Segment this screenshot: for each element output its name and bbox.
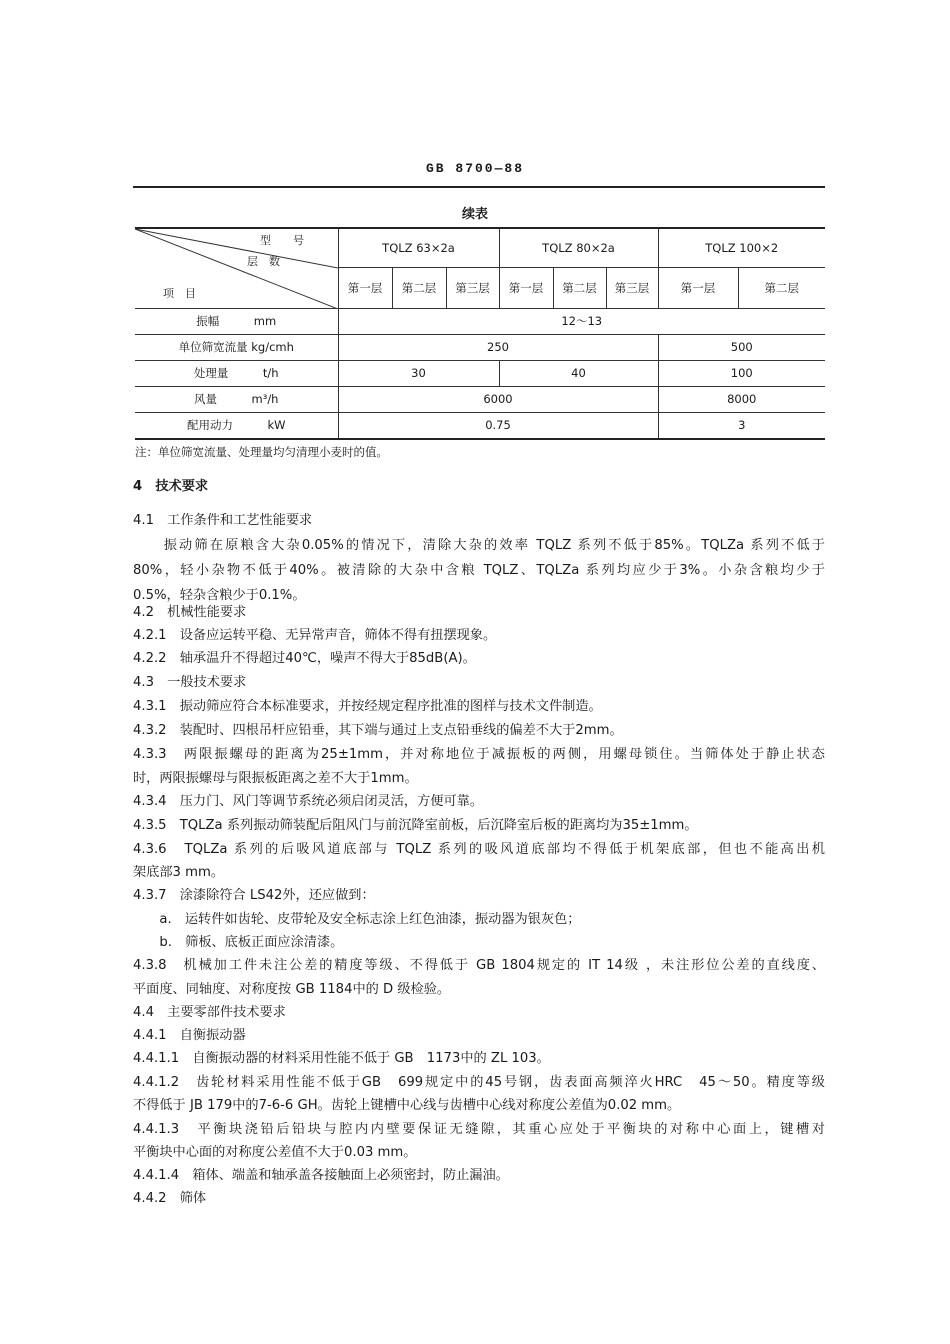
cell-value: 12～13 bbox=[338, 308, 825, 334]
cell-value: 8000 bbox=[658, 386, 825, 412]
body-line: 4.3 一般技术要求 bbox=[133, 675, 247, 690]
body-line: 80%，轻小杂物不低于40%。被清除的大杂中含粮 TQLZ、TQLZa 系列均应少于3%。小杂含粮均少于 bbox=[133, 563, 825, 578]
document-header: GB 8700—88 bbox=[425, 161, 524, 176]
body-line: 4.3.3 两限振螺母的距离为25±1mm，并对称地位于减振板的两侧，用螺母锁住。当筛体处于静止状态 bbox=[133, 747, 825, 762]
table-row bbox=[135, 386, 825, 412]
body-line: 平衡块中心面的对称度公差值不大于0.03 mm。 bbox=[133, 1145, 417, 1160]
layer-header: 第一层 bbox=[338, 267, 392, 308]
layer-header: 第二层 bbox=[738, 267, 825, 308]
layer-header: 第三层 bbox=[446, 267, 499, 308]
table-caption: 续表 bbox=[461, 207, 488, 222]
body-line: 4.3.2 装配时、四根吊杆应铅垂，其下端与通过上支点铅垂线的偏差不大于2mm。 bbox=[133, 723, 623, 738]
body-line: 4.3.4 压力门、风门等调节系统必须启闭灵活，方便可靠。 bbox=[133, 794, 484, 809]
body-line: 4.4.1 自衡振动器 bbox=[133, 1028, 246, 1043]
body-line: 4.2 机械性能要求 bbox=[133, 605, 247, 620]
body-line: 4.4.1.3 平衡块浇铅后铅块与腔内内壁要保证无缝隙，其重心应处于平衡块的对称中心面上，键槽对 bbox=[133, 1122, 825, 1137]
table-note: 注：单位筛宽流量、处理量均匀清理小麦时的值。 bbox=[135, 445, 388, 459]
cell-value: 6000 bbox=[338, 386, 658, 412]
body-line: 4.4 主要零部件技术要求 bbox=[133, 1005, 286, 1020]
row-label: 处理量 t/h bbox=[135, 360, 338, 386]
table-row bbox=[135, 334, 825, 360]
row-label: 风量 m³/h bbox=[135, 386, 338, 412]
cell-value: 500 bbox=[658, 334, 825, 360]
body-line: 平面度、同轴度、对称度按 GB 1184中的 D 级检验。 bbox=[133, 982, 451, 997]
cell-value: 100 bbox=[658, 360, 825, 386]
header-rule bbox=[133, 186, 825, 188]
body-line: 4 技术要求 bbox=[133, 479, 209, 494]
body-line: b. 筛板、底板正面应涂清漆。 bbox=[133, 935, 344, 950]
body-line: 4.4.1.2 齿轮材料采用性能不低于GB 699规定中的45号钢，齿表面高频淬火HRC 45～50。精度等级 bbox=[133, 1075, 825, 1090]
body-line: 架底部3 mm。 bbox=[133, 865, 225, 880]
body-line: 4.3.6 TQLZa 系列的后吸风道底部与 TQLZ 系列的吸风道底部均不得低于机架底部，但也不能高出机 bbox=[133, 842, 825, 857]
body-line: 4.3.5 TQLZa 系列振动筛装配后阻风门与前沉降室前板，后沉降室后板的距离均为35±1mm。 bbox=[133, 818, 698, 833]
layer-header: 第二层 bbox=[392, 267, 446, 308]
body-line: 4.4.1.4 箱体、端盖和轴承盖各接触面上必须密封，防止漏油。 bbox=[133, 1168, 509, 1183]
body-line: a. 运转件如齿轮、皮带轮及安全标志涂上红色油漆，振动器为银灰色； bbox=[133, 912, 581, 927]
row-label: 配用动力 kW bbox=[135, 412, 338, 439]
layer-header: 第一层 bbox=[499, 267, 553, 308]
body-line: 0.5%，轻杂含粮少于0.1%。 bbox=[133, 588, 306, 603]
cell-value: 3 bbox=[658, 412, 825, 439]
body-line: 4.1 工作条件和工艺性能要求 bbox=[133, 513, 313, 528]
layer-header: 第三层 bbox=[606, 267, 658, 308]
corner-item-label: 项 目 bbox=[163, 287, 196, 300]
model-header: TQLZ 80×2a bbox=[499, 228, 658, 267]
body-line: 4.3.8 机械加工件未注公差的精度等级、不得低于 GB 1804规定的 IT 14级 ，未注形位公差的直线度、 bbox=[133, 958, 825, 973]
cell-value: 0.75 bbox=[338, 412, 658, 439]
layer-header: 第一层 bbox=[658, 267, 738, 308]
cell-value: 30 bbox=[338, 360, 499, 386]
table-row bbox=[135, 360, 825, 386]
body-line: 4.4.1.1 自衡振动器的材料采用性能不低于 GB 1173中的 ZL 103。 bbox=[133, 1051, 550, 1066]
row-label: 单位筛宽流量 kg/cmh bbox=[135, 334, 338, 360]
body-line: 4.4.2 筛体 bbox=[133, 1191, 207, 1206]
body-line: 振动筛在原粮含大杂0.05%的情况下，清除大杂的效率 TQLZ 系列不低于85%。TQLZa 系列不低于 bbox=[133, 538, 825, 553]
body-line: 不得低于 JB 179中的7-6-6 GH。齿轮上键槽中心线与齿槽中心线对称度公差值为0.02 mm。 bbox=[133, 1098, 681, 1113]
spec-table bbox=[135, 227, 825, 440]
layer-header: 第二层 bbox=[553, 267, 606, 308]
table-row bbox=[135, 308, 825, 334]
corner-layers-label: 层 数 bbox=[247, 255, 280, 268]
body-line: 4.2.1 设备应运转平稳、无异常声音，筛体不得有扭摆现象。 bbox=[133, 628, 497, 643]
body-line: 时，两限振螺母与限振板距离之差不大于1mm。 bbox=[133, 771, 418, 786]
body-line: 4.3.1 振动筛应符合本标准要求，并按经规定程序批准的图样与技术文件制造。 bbox=[133, 699, 602, 714]
body-line: 4.2.2 轴承温升不得超过40℃，噪声不得大于85dB(A)。 bbox=[133, 651, 476, 666]
cell-value: 40 bbox=[499, 360, 658, 386]
corner-model-label: 型 号 bbox=[260, 234, 304, 247]
table-row bbox=[135, 412, 825, 439]
table-corner-cell bbox=[135, 228, 338, 308]
model-header: TQLZ 63×2a bbox=[338, 228, 499, 267]
row-label: 振幅 mm bbox=[135, 308, 338, 334]
cell-value: 250 bbox=[338, 334, 658, 360]
model-header: TQLZ 100×2 bbox=[658, 228, 825, 267]
body-line: 4.3.7 涂漆除符合 LS42外，还应做到： bbox=[133, 888, 375, 903]
